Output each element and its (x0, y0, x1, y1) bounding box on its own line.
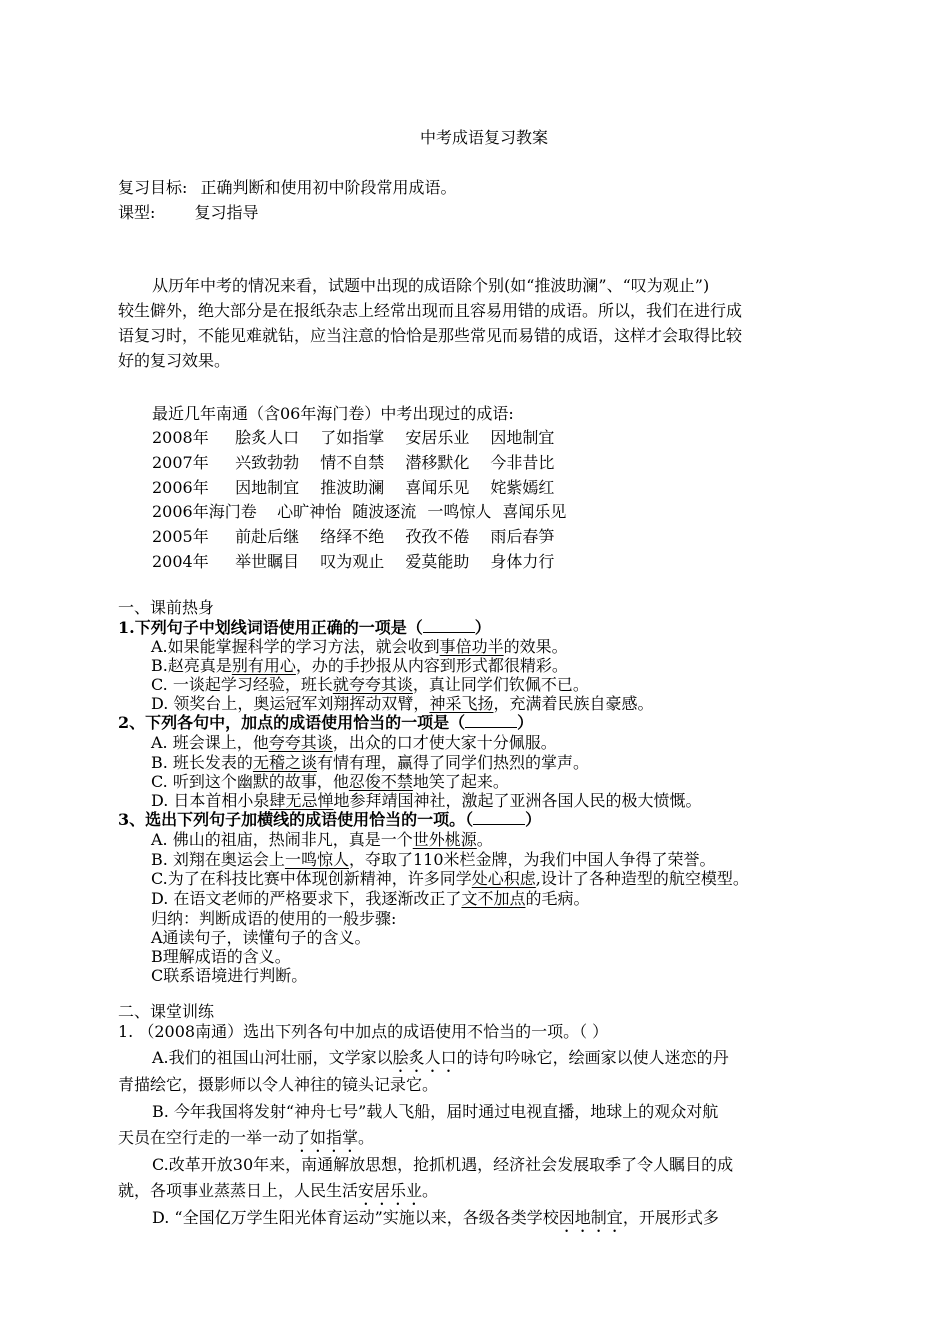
option-text: A.如果能掌握科学的学习方法，就会收到 (151, 637, 440, 656)
t1-option-c-line-2 (118, 1181, 438, 1209)
q1-option-a (151, 637, 568, 657)
option-text: B.赵亮真是 (151, 656, 232, 675)
underlined-idiom: 文不加点 (461, 889, 526, 908)
year-label: 2006年 (152, 478, 209, 497)
idiom: 姹紫嫣红 (490, 478, 555, 497)
dotted-idiom: 脍炙人口 (392, 1048, 457, 1067)
dotted-idiom: 安居乐业 (358, 1181, 423, 1200)
q3-option-a (151, 830, 493, 850)
q1-option-c (151, 675, 589, 695)
option-text: A.我们的祖国山河壮丽，文学家以 (152, 1048, 393, 1067)
idiom: 叹为观止 (320, 552, 385, 571)
summary-title: 归纳：判断成语的使用的一般步骤: (151, 909, 397, 928)
q2-option-d (151, 791, 701, 811)
intro-line-3: 语复习时，不能见难就钻，应当注意的恰恰是那些常见而易错的成语，这样才会取得比较 (118, 326, 743, 345)
year-label: 2004年 (152, 552, 209, 571)
idiom: 身体力行 (490, 552, 555, 571)
intro-line-1: 从历年中考的情况来看，试题中出现的成语除个别(如“推波助澜”、“叹为观止”) (152, 276, 710, 295)
answer-blank (423, 618, 475, 633)
year-row (152, 527, 570, 547)
q2-option-c (151, 772, 509, 792)
goal-text: 正确判断和使用初中阶段常用成语。 (200, 178, 457, 197)
year-row (152, 502, 566, 522)
option-text: 的效果。 (503, 637, 568, 656)
underlined-idiom: 肆无忌惮 (269, 791, 334, 810)
idiom: 兴致勃勃 (235, 453, 300, 472)
t1-stem: 1. （2008南通）选出下列各句中加点的成语使用不恰当的一项。（ ） (118, 1022, 609, 1041)
idiom: 爱莫能助 (405, 552, 470, 571)
underlined-idiom: 世外桃源 (412, 830, 477, 849)
idiom: 喜闻乐见 (405, 478, 470, 497)
underlined-idiom: 神采飞扬 (429, 694, 494, 713)
option-text: ，出众的口才使大家十分佩服。 (332, 733, 557, 752)
idiom: 今非昔比 (490, 453, 555, 472)
dotted-idiom: 了如指掌 (294, 1128, 359, 1147)
section-heading-1: 一、课前热身 (118, 598, 215, 617)
answer-blank (473, 810, 525, 825)
option-text: ，开展形式多 (622, 1208, 719, 1227)
option-text: ，真让同学们钦佩不已。 (412, 675, 589, 694)
type-label: 课型: (118, 203, 156, 222)
t1-option-b-line-2 (118, 1128, 374, 1156)
option-text: D. 日本首相小泉 (151, 791, 270, 810)
intro-line-2: 较生僻外，绝大部分是在报纸杂志上经常出现而且容易用错的成语。所以，我们在进行成 (118, 301, 743, 320)
option-text: 。 (476, 830, 493, 849)
option-text: 的诗句吟咏它，绘画家以使人迷恋的丹 (456, 1048, 729, 1067)
recent-heading: 最近几年南通（含06年海门卷）中考出现过的成语: (152, 404, 514, 423)
goal-label: 复习目标: (118, 178, 188, 197)
q2-option-b (151, 753, 589, 773)
underlined-idiom: 就夸夸其谈 (332, 675, 413, 694)
underlined-idiom: 忍俊不禁 (348, 772, 413, 791)
underlined-idiom: 夸夸其谈 (268, 733, 333, 752)
option-text: A. 佛山的祖庙，热闹非凡，真是一个 (151, 830, 413, 849)
year-row (152, 552, 570, 572)
year-label: 2006年海门卷 (152, 502, 257, 521)
section-heading-2: 二、课堂训练 (118, 1002, 215, 1021)
q3-option-d (151, 889, 589, 909)
t1-option-a-line-1 (152, 1048, 729, 1076)
q3-stem-text: 3、选出下列句子加横线的成语使用恰当的一项。（ (118, 810, 474, 829)
option-text: D. “全国亿万学生阳光体育运动”实施以来，各级各类学校 (152, 1208, 559, 1227)
idiom: 络绎不绝 (320, 527, 385, 546)
year-row (152, 453, 570, 473)
t1-option-b-line-1: B. 今年我国将发射“神舟七号”载人飞船，届时通过电视直播，地球上的观众对航 (152, 1102, 719, 1121)
option-text: 地笑了起来。 (412, 772, 509, 791)
idiom: 雨后春笋 (490, 527, 555, 546)
idiom: 举世瞩目 (235, 552, 300, 571)
q1-stem-close: ） (474, 618, 491, 637)
option-text: 的毛病。 (525, 889, 590, 908)
summary-step: B理解成语的含义。 (151, 947, 291, 966)
idiom: 情不自禁 (320, 453, 385, 472)
year-row (152, 428, 570, 448)
q2-stem-text: 2、下列各句中，加点的成语使用恰当的一项是（ (118, 713, 466, 732)
option-text: C. 一谈起学习经验，班长 (151, 675, 333, 694)
q1-option-b (151, 656, 568, 676)
option-text: A. 班会课上，他 (151, 733, 269, 752)
summary-step: C联系语境进行判断。 (151, 966, 308, 985)
idiom: 安居乐业 (405, 428, 470, 447)
q3-stem-close: ） (525, 810, 542, 829)
q1-stem (118, 618, 491, 638)
year-row (152, 478, 570, 498)
intro-line-4: 好的复习效果。 (118, 351, 231, 370)
idiom: 随波逐流 (352, 502, 417, 521)
idiom: 推波助澜 (320, 478, 385, 497)
year-label: 2008年 (152, 428, 209, 447)
option-text: D. 在语文老师的严格要求下，我逐渐改正了 (151, 889, 462, 908)
option-text: 有情有理，赢得了同学们热烈的掌声。 (316, 753, 589, 772)
q3-stem (118, 810, 541, 830)
type-line (118, 203, 259, 223)
idiom: 喜闻乐见 (502, 502, 567, 521)
option-text: D. 领奖台上，奥运冠军刘翔挥动双臂， (151, 694, 430, 713)
q1-stem-text: 1.下列句子中划线词语使用正确的一项是（ (118, 618, 423, 637)
summary-step: A通读句子，读懂句子的含义。 (151, 928, 371, 947)
option-text: C. 听到这个幽默的故事，他 (151, 772, 349, 791)
q3-option-c (151, 869, 749, 889)
option-text: ，办的手抄报从内容到形式都很精彩。 (295, 656, 568, 675)
t1-option-d-line-1 (152, 1208, 719, 1236)
option-text: C.为了在科技比赛中体现创新精神，许多同学 (151, 869, 472, 888)
year-label: 2007年 (152, 453, 209, 472)
option-text: B. 刘翔在奥运会上 (151, 850, 285, 869)
underlined-idiom: 事倍功半 (439, 637, 504, 656)
idiom: 孜孜不倦 (405, 527, 470, 546)
q3-option-b (151, 850, 716, 870)
q2-stem (118, 713, 533, 733)
idiom: 一鸣惊人 (427, 502, 492, 521)
idiom: 脍炙人口 (235, 428, 300, 447)
idiom: 了如指掌 (320, 428, 385, 447)
option-text: B. 班长发表的 (151, 753, 253, 772)
underlined-idiom: 处心积虑 (471, 869, 536, 888)
option-text: 。 (422, 1181, 439, 1200)
q2-option-a (151, 733, 557, 753)
underlined-idiom: 别有用心 (231, 656, 296, 675)
underlined-idiom: 无稽之谈 (252, 753, 317, 772)
dotted-idiom: 因地制宜 (558, 1208, 623, 1227)
t1-option-a-line-2: 青描绘它，摄影师以令人神往的镜头记录它。 (118, 1075, 439, 1094)
idiom: 因地制宜 (490, 428, 555, 447)
idiom: 前赴后继 (235, 527, 300, 546)
option-text: 。 (358, 1128, 375, 1147)
option-text: 天员在空行走的一举一动 (118, 1128, 295, 1147)
option-text: ,设计了各种造型的航空模型。 (535, 869, 749, 888)
option-text: ，充满着民族自豪感。 (493, 694, 654, 713)
option-text: 地参拜靖国神社，激起了亚洲各国人民的极大愤慨。 (333, 791, 702, 810)
type-text: 复习指导 (194, 203, 259, 222)
page-title: 中考成语复习教案 (420, 128, 549, 147)
q1-option-d (151, 694, 653, 714)
t1-option-c-line-1: C.改革开放30年来，南通解放思想，抢抓机遇，经济社会发展取季了令人瞩目的成 (152, 1155, 734, 1174)
underlined-idiom: 一鸣惊人 (284, 850, 349, 869)
option-text: 就，各项事业蒸蒸日上，人民生活 (118, 1181, 359, 1200)
idiom: 因地制宜 (235, 478, 300, 497)
answer-blank (465, 713, 517, 728)
year-label: 2005年 (152, 527, 209, 546)
q2-stem-close: ） (517, 713, 534, 732)
goal-line (118, 178, 457, 198)
option-text: ，夺取了110米栏金牌，为我们中国人争得了荣誉。 (348, 850, 716, 869)
idiom: 潜移默化 (405, 453, 470, 472)
idiom: 心旷神怡 (277, 502, 342, 521)
